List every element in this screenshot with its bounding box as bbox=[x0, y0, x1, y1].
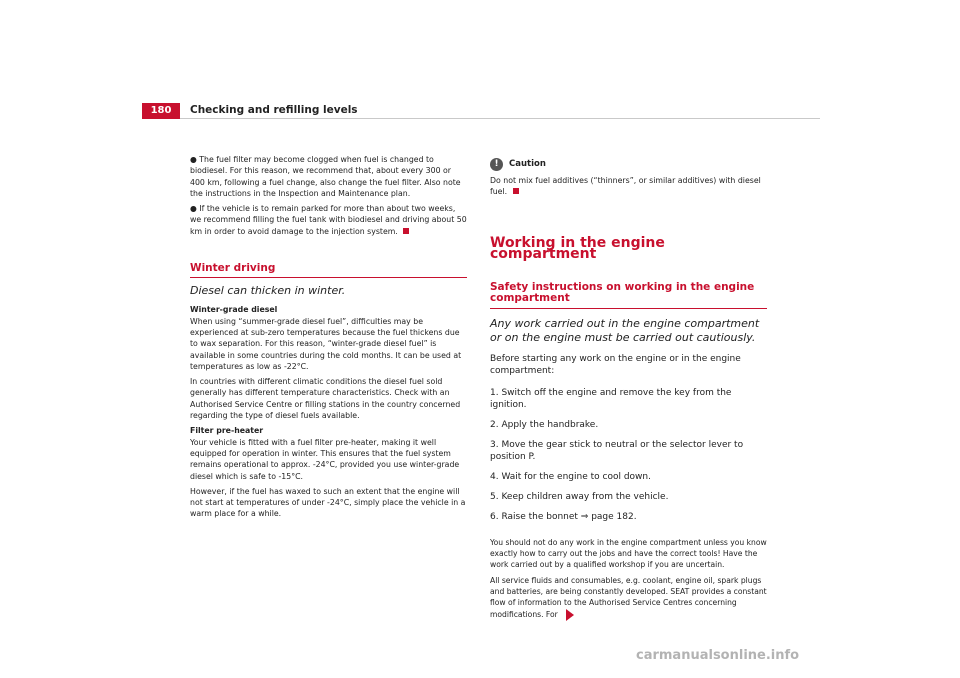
bullet-item bbox=[190, 154, 467, 199]
step-item: 5. Keep children away from the vehicle. bbox=[490, 491, 669, 502]
bullet-dot-icon: ● bbox=[190, 155, 197, 164]
winter-grade-heading: Winter-grade diesel bbox=[190, 305, 278, 315]
page-number: 180 bbox=[142, 103, 180, 119]
left-column bbox=[190, 154, 467, 524]
winter-grade-paragraph-1: When using “summer-grade diesel fuel”, difficulties may be experienced at sub-zero temperatures because the fuel thickens due to wax separation. For this reason, “winter-grade diesel fuel” is available in some countries during the cold months. It can be used at temperatures as low as -22°C. bbox=[190, 316, 462, 371]
step-item: 2. Apply the handbrake. bbox=[490, 419, 599, 430]
step-item: 4. Wait for the engine to cool down. bbox=[490, 471, 651, 482]
caution-text: Do not mix fuel additives (“thinners”, or similar additives) with diesel fuel. bbox=[490, 176, 761, 197]
bullet-text-2: If the vehicle is to remain parked for more than about two weeks, we recommend filling the fuel tank with biodiesel and driving about 50 km in order to avoid damage to the injection system. bbox=[190, 204, 467, 236]
safety-instructions-heading: Safety instructions on working in the engine compartment bbox=[490, 282, 767, 309]
bullet-dot-icon: ● bbox=[190, 204, 197, 214]
intro-text: Before starting any work on the engine or in the engine compartment: bbox=[490, 353, 741, 376]
running-title: Checking and refilling levels bbox=[190, 104, 358, 116]
caution-paragraph bbox=[490, 175, 767, 198]
filter-preheater-heading: Filter pre-heater bbox=[190, 426, 264, 436]
caution-title: Caution bbox=[509, 158, 546, 169]
section-end-icon bbox=[403, 228, 409, 234]
bullet-item bbox=[190, 203, 467, 237]
winter-driving-heading: Winter driving bbox=[190, 263, 467, 278]
winter-driving-subtitle: Diesel can thicken in winter. bbox=[190, 284, 346, 298]
caution-icon: ! bbox=[490, 158, 503, 171]
bullet-text-1: The fuel filter may become clogged when fuel is changed to biodiesel. For this reason, we recommend that, about every 300 or 400 km, following a fuel change, also change the fuel filter. Also note the instructions in the Inspection and Maintenance plan. bbox=[190, 155, 461, 198]
info-paragraph-2-text: All service fluids and consumables, e.g. coolant, engine oil, spark plugs and batteries, are being constantly developed. SEAT provides a constant flow of information to the Authorised Service Centres concerning modifications. For bbox=[490, 575, 767, 619]
engine-compartment-heading: Working in the engine compartment bbox=[490, 234, 665, 262]
right-column bbox=[490, 158, 767, 625]
info-paragraph-1: You should not do any work in the engine compartment unless you know exactly how to carry out the jobs and have the correct tools! Have the work carried out by a qualified workshop if you are uncertain. bbox=[490, 537, 767, 570]
watermark: carmanualsonline.info bbox=[636, 648, 800, 663]
step-item: 3. Move the gear stick to neutral or the selector lever to position P. bbox=[490, 439, 744, 462]
continue-arrow-icon bbox=[566, 609, 574, 621]
section-end-icon bbox=[513, 188, 519, 194]
caution-header bbox=[490, 158, 767, 171]
filter-preheater-paragraph-1: Your vehicle is fitted with a fuel filter pre-heater, making it well equipped for operation in winter. This ensures that the fuel system remains operational to approx. -24°C, provided you use winter-grade diesel which is safe to -15°C. bbox=[190, 437, 460, 481]
info-paragraph-2 bbox=[490, 575, 767, 621]
winter-grade-paragraph-2: In countries with different climatic conditions the diesel fuel sold generally has different temperature characteristics. Check with an Authorised Service Centre or filling stations in the country concerned regarding the type of diesel fuels available. bbox=[190, 377, 461, 421]
safety-instructions-subtitle: Any work carried out in the engine compartment or on the engine must be carried out cautiously. bbox=[490, 316, 760, 344]
header-rule bbox=[142, 118, 820, 119]
step-item: 1. Switch off the engine and remove the key from the ignition. bbox=[490, 387, 732, 410]
filter-preheater-paragraph-2: However, if the fuel has waxed to such an extent that the engine will not start at temperatures of under -24°C, simply place the vehicle in a warm place for a while. bbox=[190, 486, 466, 519]
steps-list bbox=[490, 387, 767, 523]
step-item: 6. Raise the bonnet ⇒ page 182. bbox=[490, 511, 637, 522]
